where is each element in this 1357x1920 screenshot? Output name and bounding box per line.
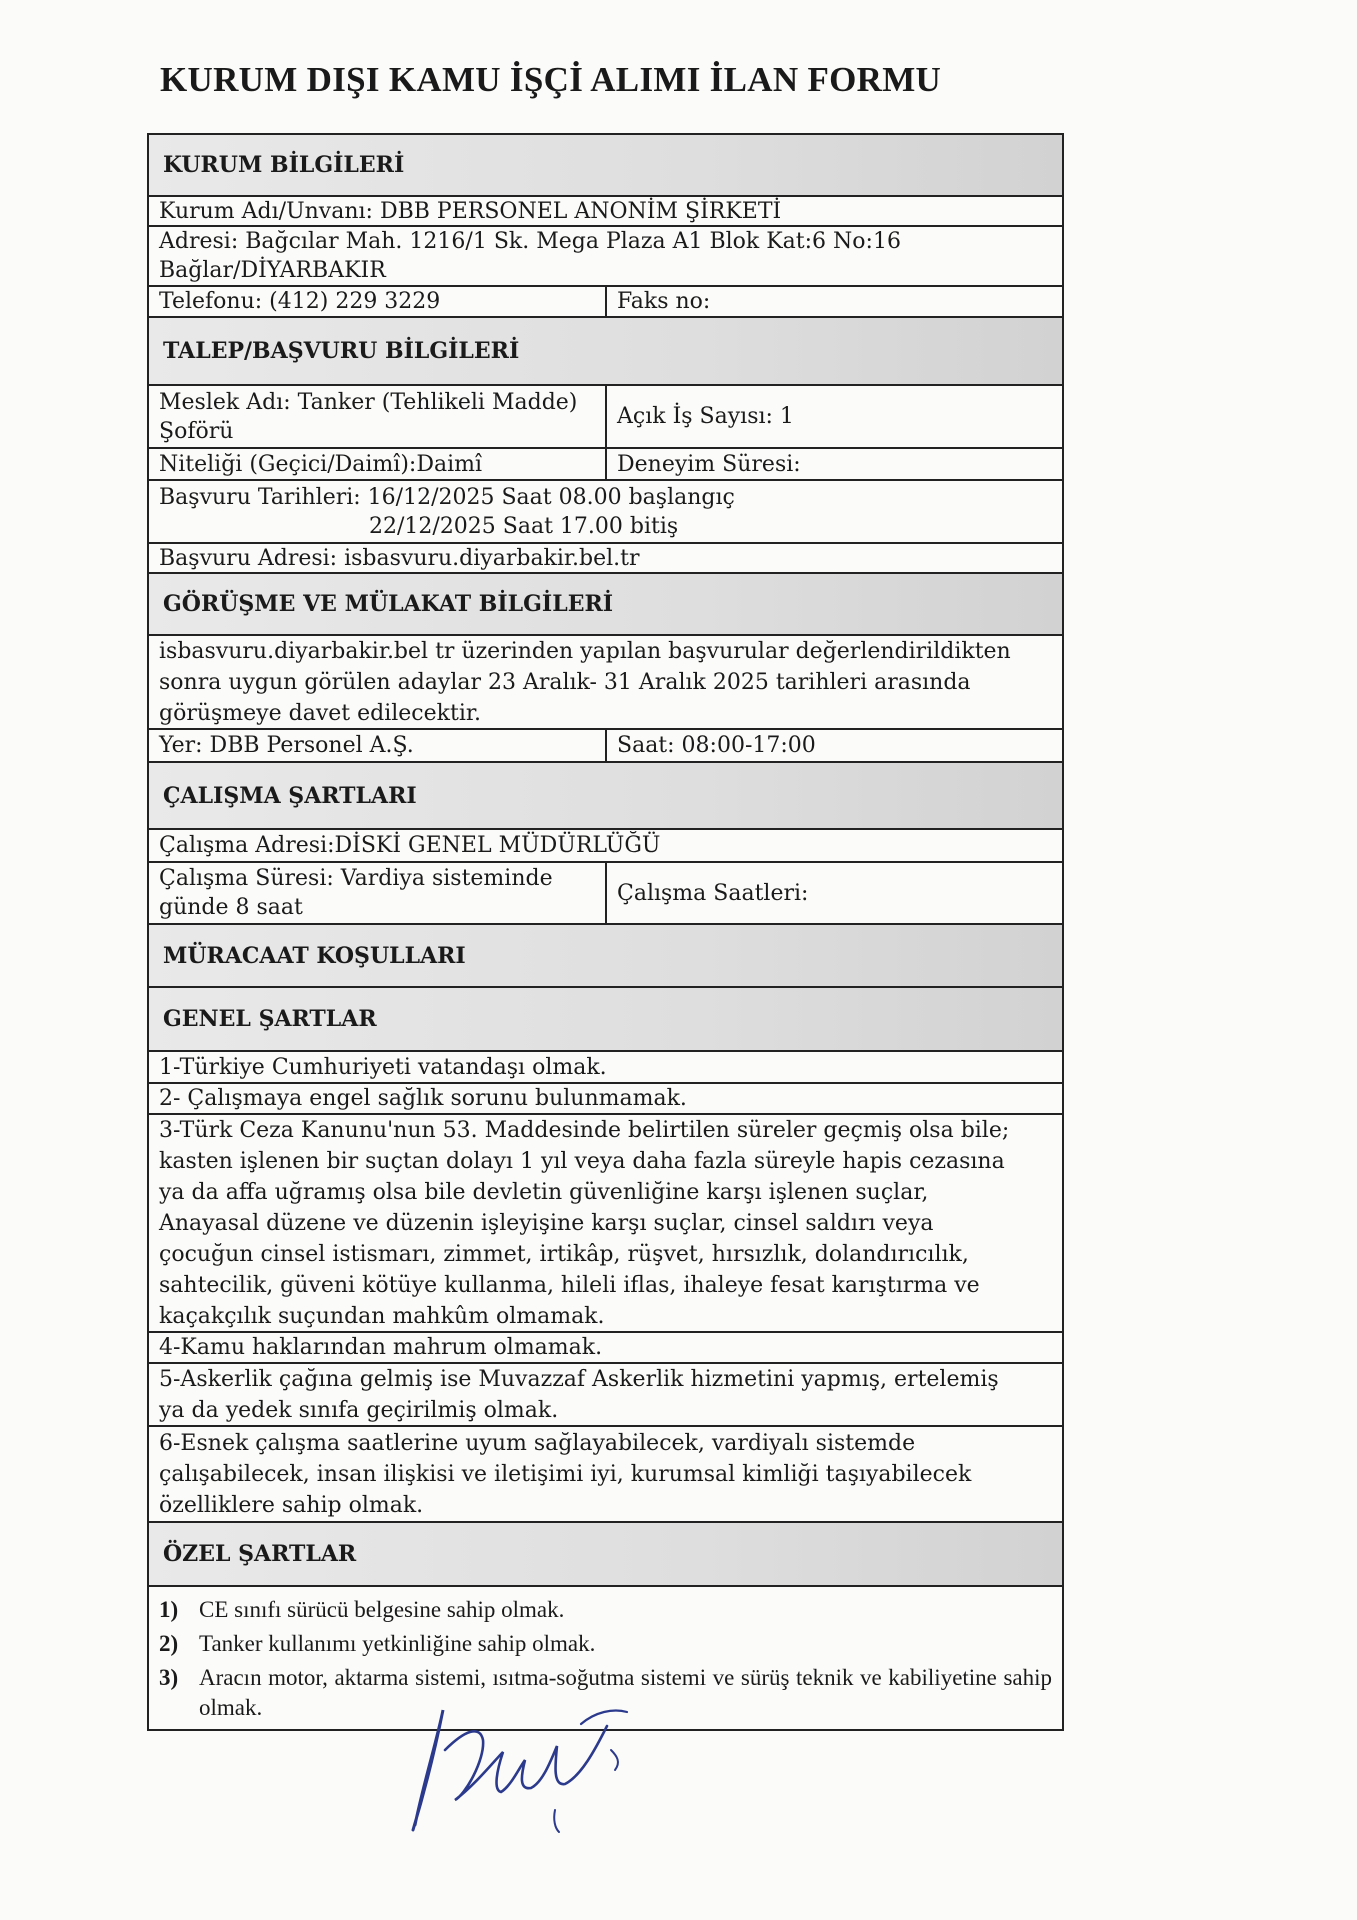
work-hours: Çalışma Saatleri: [617, 880, 809, 906]
special-condition-1-text: CE sınıfı sürücü belgesine sahip olmak. [199, 1597, 565, 1622]
list-item [149, 1331, 1062, 1362]
general-condition-4: 4-Kamu haklarından mahrum olmamak. [159, 1335, 603, 1360]
special-condition-3-text: Aracın motor, aktarma sistemi, ısıtma-soğutma sistemi ve sürüş teknik ve kabiliyetine sahip olmak. [199, 1665, 1052, 1720]
kurum-contact-row [149, 285, 1062, 316]
section-gorusme-heading: GÖRÜŞME VE MÜLAKAT BİLGİLERİ [149, 574, 1062, 634]
kurum-fax: Faks no: [617, 289, 711, 314]
special-condition-1-number: 1) [159, 1597, 179, 1622]
gorusme-place-row [149, 728, 1062, 761]
list-item [149, 1082, 1062, 1113]
interview-place: Yer: DBB Personel A.Ş. [149, 730, 607, 761]
ozel-heading-row [149, 1521, 1062, 1585]
section-ozel-heading: ÖZEL ŞARTLAR [149, 1523, 1062, 1585]
calisma-address-row [149, 828, 1062, 861]
application-address: Başvuru Adresi: isbasvuru.diyarbakir.bel.tr [159, 545, 640, 571]
openings-count: Açık İş Sayısı: 1 [617, 404, 794, 429]
application-dates-start: Başvuru Tarihleri: 16/12/2025 Saat 08.00 başlangıç [159, 484, 735, 510]
form-title: KURUM DIŞI KAMU İŞÇİ ALIMI İLAN FORMU [160, 60, 942, 99]
work-address: Çalışma Adresi:DİSKİ GENEL MÜDÜRLÜĞÜ [159, 833, 661, 858]
kurum-address-row [149, 225, 1062, 285]
talep-address-row [149, 542, 1062, 572]
section-muracaat-heading: MÜRACAAT KOŞULLARI [149, 925, 1062, 986]
talep-job-row [149, 384, 1062, 447]
application-dates-end: 22/12/2025 Saat 17.00 bitiş [369, 513, 679, 539]
general-condition-6: 6-Esnek çalışma saatlerine uyum sağlayabilecek, vardiyalı sistemde çalışabilecek, insan ilişkisi ve iletişimi iyi, kurumsal kimliği taşıyabilecek özelliklere sahip olmak. [159, 1430, 972, 1518]
application-dates [149, 481, 1062, 542]
interview-time: Saat: 08:00-17:00 [617, 733, 816, 758]
general-condition-5: 5-Askerlik çağına gelmiş ise Muvazzaf Askerlik hizmetini yapmış, ertelemiş ya da yedek sınıfa geçirilmiş olmak. [159, 1366, 999, 1423]
kurum-phone: Telefonu: (412) 229 3229 [149, 287, 607, 316]
job-nature: Niteliği (Geçici/Daimî):Daimî [149, 449, 607, 479]
special-condition-2-number: 2) [159, 1631, 179, 1656]
list-item [149, 1425, 1062, 1521]
calisma-duration-row [149, 861, 1062, 923]
list-item [149, 1593, 1062, 1627]
muracaat-heading-row [149, 923, 1062, 986]
handwritten-signature [385, 1690, 655, 1840]
announcement-form [147, 133, 1064, 1731]
talep-heading-row [149, 316, 1062, 384]
job-title: Meslek Adı: Tanker (Tehlikeli Madde) Şoförü [149, 386, 607, 447]
interview-text: isbasvuru.diyarbakir.bel tr üzerinden yapılan başvurular değerlendirildikten sonra uygun görülen adaylar 23 Aralık- 31 Aralık 2025 tarihleri arasında görüşmeye davet edilecektir. [159, 638, 1011, 726]
kurum-name: Kurum Adı/Unvanı: DBB PERSONEL ANONİM ŞİRKETİ [159, 198, 782, 224]
list-item [149, 1362, 1062, 1425]
talep-nature-row [149, 447, 1062, 479]
special-condition-2-text: Tanker kullanımı yetkinliğine sahip olmak. [199, 1631, 596, 1656]
talep-dates-row [149, 479, 1062, 542]
kurum-name-row [149, 195, 1062, 225]
gorusme-text-row [149, 634, 1062, 728]
section-kurum-heading: KURUM BİLGİLERİ [149, 135, 1062, 195]
genel-heading-row [149, 986, 1062, 1050]
list-item [149, 1050, 1062, 1082]
gorusme-heading-row [149, 572, 1062, 634]
experience-duration: Deneyim Süresi: [617, 451, 801, 477]
work-duration: Çalışma Süresi: Vardiya sisteminde günde 8 saat [149, 863, 607, 923]
list-item [149, 1627, 1062, 1661]
general-condition-3: 3-Türk Ceza Kanunu'nun 53. Maddesinde belirtilen süreler geçmiş olsa bile; kasten işlenen bir suçtan dolayı 1 yıl veya daha fazla süreyle hapis cezasına ya da affa uğramış olsa bile devletin güvenliğine karşı işlenen suçlar, Anayasal düzene ve düzenin işleyişine karşı suçlar, cinsel saldırı veya çocuğun cinsel istismarı, zimmet, irtikâp, rüşvet, hırsızlık, dolandırıcılık, sahtecilik, güveni kötüye kullanma, hileli iflas, ihaleye fesat karıştırma ve kaçakçılık suçundan mahkûm olmamak. [159, 1117, 1010, 1329]
general-condition-1: 1-Türkiye Cumhuriyeti vatandaşı olmak. [159, 1054, 607, 1080]
general-condition-2: 2- Çalışmaya engel sağlık sorunu bulunmamak. [159, 1086, 687, 1111]
section-talep-heading: TALEP/BAŞVURU BİLGİLERİ [149, 318, 1062, 384]
list-item [149, 1113, 1062, 1331]
section-genel-heading: GENEL ŞARTLAR [149, 988, 1062, 1050]
special-condition-3-number: 3) [159, 1665, 179, 1690]
kurum-address: Adresi: Bağcılar Mah. 1216/1 Sk. Mega Plaza A1 Blok Kat:6 No:16 Bağlar/DİYARBAKIR [159, 229, 901, 283]
calisma-heading-row [149, 761, 1062, 828]
section-calisma-heading: ÇALIŞMA ŞARTLARI [149, 763, 1062, 828]
